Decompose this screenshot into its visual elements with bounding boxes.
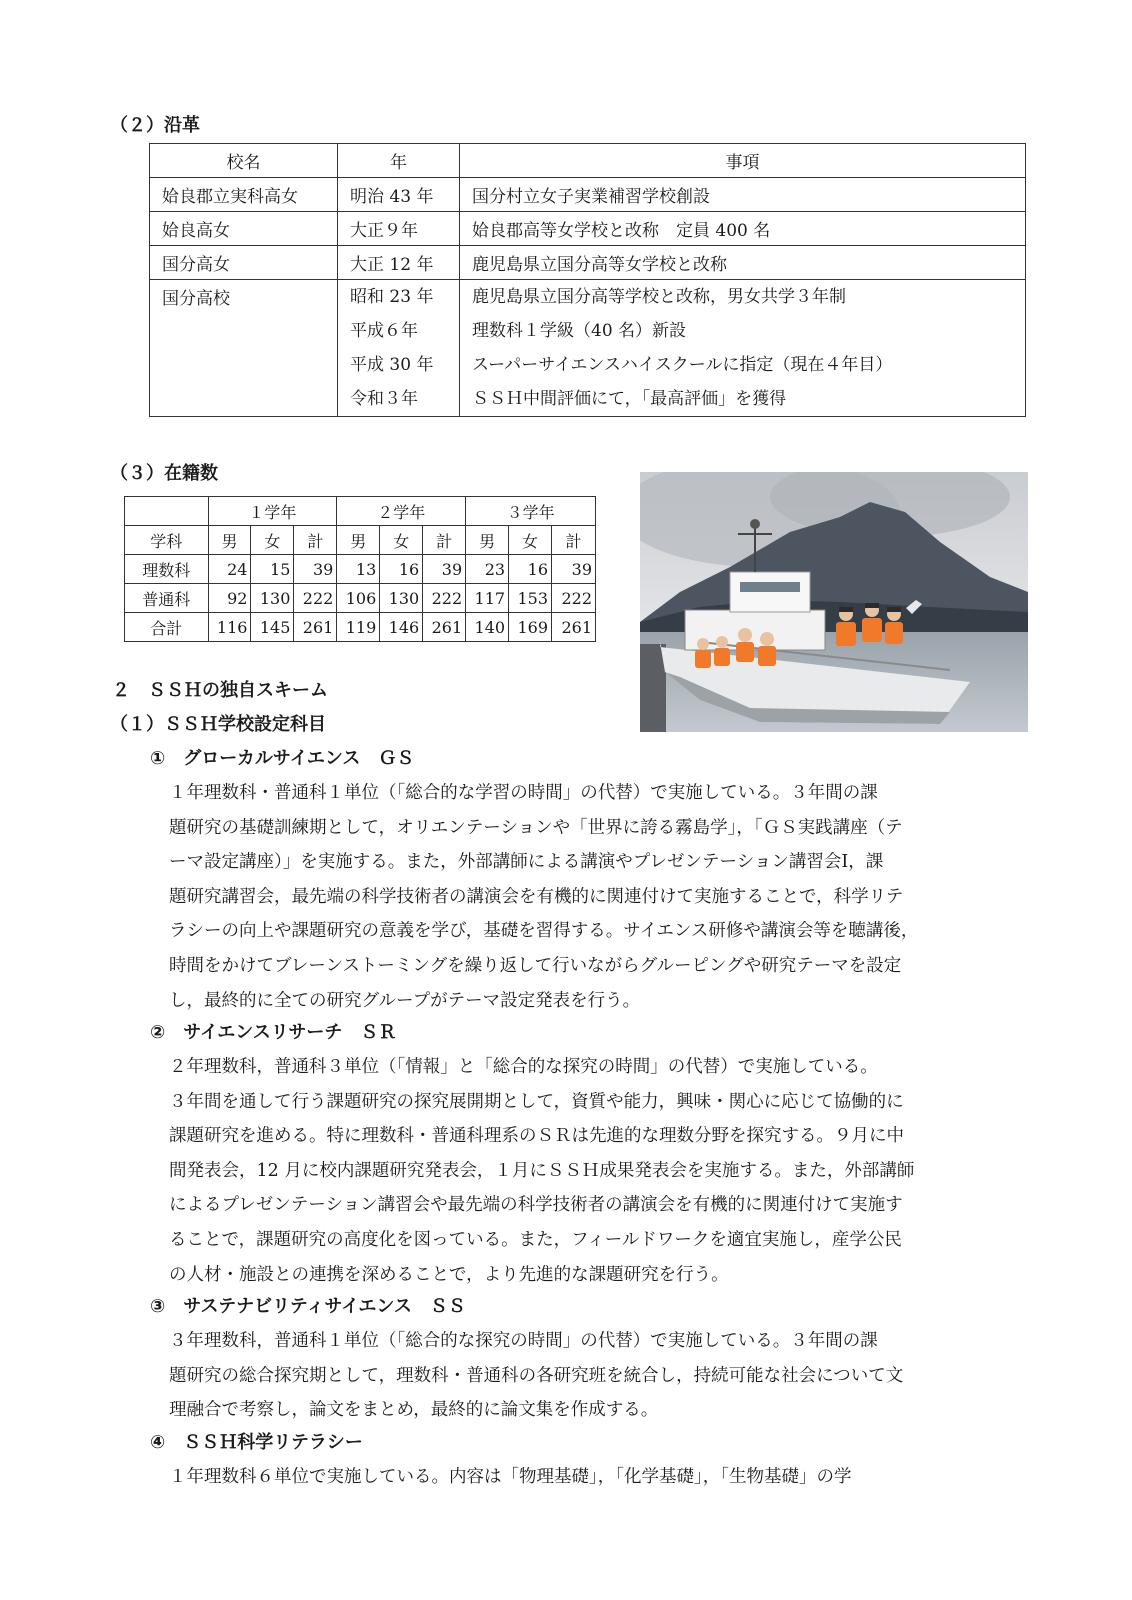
enrollment-sub: 女 [251,526,294,555]
body-line: ２年理数科，普通科３単位（「情報」と「総合的な探究の時間」の代替）で実施している。 [169,1057,878,1077]
enrollment-sub: 男 [208,526,251,555]
history-event: 姶良郡高等女学校と改称 定員 400 名 [460,212,1026,246]
enrollment-sub: 計 [552,526,596,555]
enrollment-value: 145 [251,613,294,642]
body-line: １年理数科・普通科１単位（「総合的な学習の時間」の代替）で実施している。３年間の課 [169,783,878,803]
history-school-text: 国分高校 [162,289,230,309]
history-event: 鹿児島県立国分高等女学校と改称 [460,246,1026,280]
body-line: ることで，課題研究の高度化を図っている。また，フィールドワークを適宜実施し，産学公民 [169,1229,902,1250]
history-school [150,280,338,417]
enrollment-value: 222 [552,584,596,613]
enrollment-value: 222 [294,584,337,613]
enrollment-value: 39 [423,555,466,584]
enrollment-value: 261 [423,613,466,642]
body-line: 理融合で考察し，論文をまとめ，最終的に論文集を作成する。 [169,1400,659,1421]
subject-ss-body [169,1324,903,1428]
history-school: 姶良郡立実科高女 [150,178,338,212]
enrollment-table [124,496,596,642]
subject-gs-title: ① グローカルサイエンス ＧＳ [150,748,415,769]
enrollment-sub: 計 [294,526,337,555]
enrollment-value: 16 [380,555,423,584]
history-year: 大正９年 [338,212,460,246]
enrollment-value: 117 [466,584,509,613]
enrollment-value: 130 [251,584,294,613]
body-line: 間発表会，12 月に校内課題研究発表会，１月にＳＳＨ成果発表会を実施する。また，外部講師 [169,1160,915,1181]
enrollment-value: 116 [208,613,251,642]
body-line: ３年間を通して行う課題研究の探究展開期として，資質や能力，興味・関心に応じて協働的に [169,1091,904,1112]
table-row [125,613,596,642]
table-row [150,212,1026,246]
body-line: 時間をかけてブレーンストーミングを繰り返して行いながらグルーピングや研究テーマを設定 [169,955,902,976]
history-event: ＳＳＨ中間評価にて，「最高評価」を獲得 [472,389,787,409]
enrollment-sub: 男 [337,526,380,555]
body-line: ３年理数科，普通科１単位（「総合的な探究の時間」の代替）で実施している。３年間の課 [169,1331,878,1351]
table-row [150,280,1026,417]
section-2-heading: ２ ＳＳＨの独自スキーム [112,680,328,701]
table-row [150,246,1026,280]
enrollment-sub: 男 [466,526,509,555]
history-year: 平成６年 [350,321,418,341]
enrollment-dept: 合計 [125,613,209,642]
enrollment-grade: ３学年 [466,497,596,526]
history-events-cell [460,280,1026,417]
enrollment-grade: ２学年 [337,497,466,526]
history-year: 昭和 23 年 [350,287,434,307]
history-header-year: 年 [338,144,460,178]
history-year: 平成 30 年 [350,355,434,375]
body-line: によるプレゼンテーション講習会や最先端の科学技術者の講演会を有機的に関連付けて実施す [169,1195,903,1216]
enrollment-value: 39 [552,555,596,584]
history-header-school: 校名 [150,144,338,178]
subject-literacy-body [169,1460,852,1495]
enrollment-value: 153 [509,584,552,613]
enrollment-sub-row [125,526,596,555]
enrollment-value: 169 [509,613,552,642]
history-year: 大正 12 年 [338,246,460,280]
enrollment-value: 16 [509,555,552,584]
body-line: 題研究講習会，最先端の科学技術者の講演会を有機的に関連付けて実施することで，科学リテ [169,886,904,907]
boat-photo-image [640,472,1028,732]
body-line: 課題研究を進める。特に理数科・普通科理系のＳＲは先進的な理数分野を探究する。９月に中 [169,1126,904,1147]
enrollment-dept: 理数科 [125,555,209,584]
subject-sr-body [169,1050,914,1292]
history-event: 理数科１学級（40 名）新設 [472,321,687,341]
body-line: 題研究の基礎訓練期として，オリエンテーションや「世界に誇る霧島学」，「ＧＳ実践講座（テ [169,817,903,838]
table-row [150,178,1026,212]
enrollment-value: 13 [337,555,380,584]
enrollment-sub: 女 [380,526,423,555]
enrollment-value: 222 [423,584,466,613]
enrollment-value: 146 [380,613,423,642]
enrollment-value: 119 [337,613,380,642]
enrollment-dept-label: 学科 [125,526,209,555]
history-event: スーパーサイエンスハイスクールに指定（現在４年目） [472,355,893,375]
subject-literacy-title: ④ ＳＳＨ科学リテラシー [150,1432,363,1453]
history-header-row [150,144,1026,178]
history-year: 明治 43 年 [338,178,460,212]
section-history-heading: （２）沿革 [110,115,200,136]
table-row [125,555,596,584]
history-header-event: 事項 [460,144,1026,178]
enrollment-value: 92 [208,584,251,613]
enrollment-value: 106 [337,584,380,613]
enrollment-value: 23 [466,555,509,584]
history-table [149,143,1026,417]
history-year: 令和３年 [350,389,418,409]
enrollment-value: 130 [380,584,423,613]
enrollment-grade-row [125,497,596,526]
enrollment-value: 39 [294,555,337,584]
boat-photo [640,472,1028,732]
body-line: 題研究の総合探究期として，理数科・普通科の各研究班を統合し，持続可能な社会について文 [169,1365,904,1386]
history-event: 鹿児島県立国分高等学校と改称，男女共学３年制 [472,287,846,307]
history-years-cell [338,280,460,417]
body-line: の人材・施設との連携を深めることで，より先進的な課題研究を行う。 [169,1264,729,1285]
enrollment-corner [125,497,209,526]
section-2-1-heading: （１）ＳＳＨ学校設定科目 [110,714,326,735]
subject-gs-body [169,776,918,1018]
enrollment-grade: １学年 [208,497,337,526]
body-line: ラシーの向上や課題研究の意義を学び，基礎を習得する。サイエンス研修や講演会等を聴講後， [169,921,919,942]
enrollment-sub: 女 [509,526,552,555]
section-enrollment-heading: （３）在籍数 [110,463,218,484]
enrollment-value: 140 [466,613,509,642]
subject-ss-title: ③ サステナビリティサイエンス ＳＳ [150,1296,466,1317]
enrollment-value: 261 [294,613,337,642]
body-line: ーマ設定講座）」を実施する。また，外部講師による講演やプレゼンテーション講習会Ⅰ，課 [169,852,884,873]
enrollment-sub: 計 [423,526,466,555]
history-school: 姶良高女 [150,212,338,246]
enrollment-dept: 普通科 [125,584,209,613]
subject-sr-title: ② サイエンスリサーチ ＳＲ [150,1022,397,1043]
enrollment-value: 261 [552,613,596,642]
history-school: 国分高女 [150,246,338,280]
enrollment-value: 15 [251,555,294,584]
table-row [125,584,596,613]
history-event: 国分村立女子実業補習学校創設 [460,178,1026,212]
body-line: し，最終的に全ての研究グループがテーマ設定発表を行う。 [169,990,641,1011]
body-line: １年理数科６単位で実施している。内容は「物理基礎」，「化学基礎」，「生物基礎」の学 [169,1467,852,1487]
enrollment-value: 24 [208,555,251,584]
